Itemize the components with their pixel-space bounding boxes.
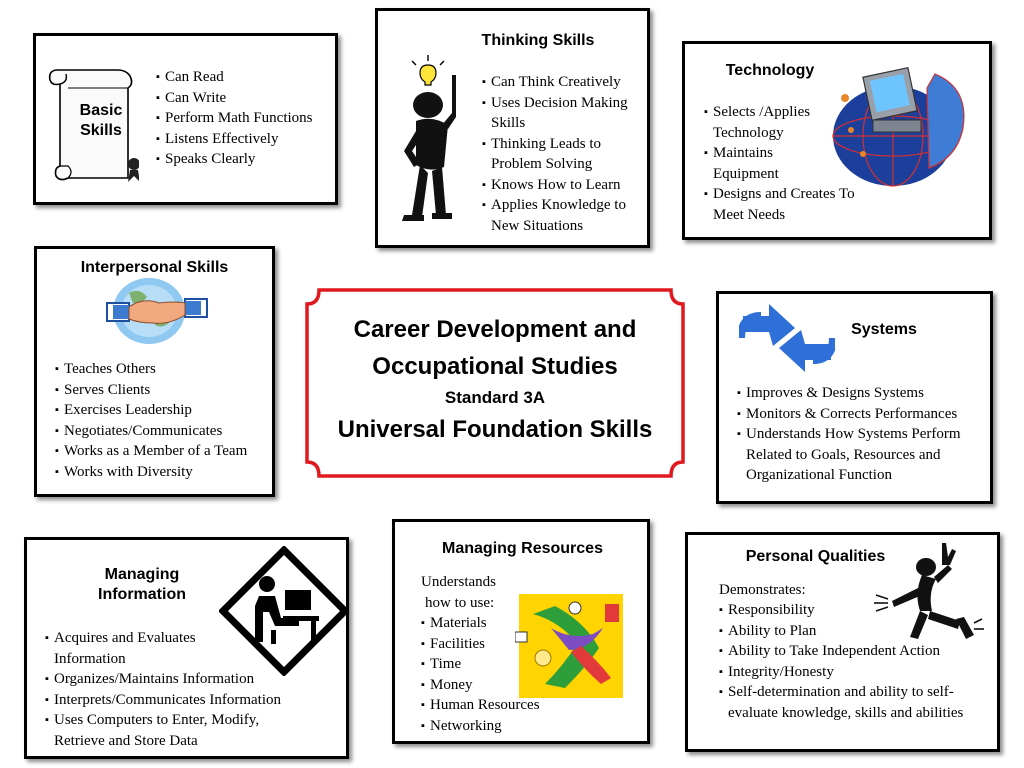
list-item: ▪ Listens Effectively [156, 129, 338, 150]
list-item: ▪ Uses Computers to Enter, Modify, Retrieve and Store Data [45, 710, 309, 751]
list-item: ▪ Negotiates/Communicates [55, 421, 277, 442]
list-item: ▪ Can Think Creatively [482, 72, 647, 93]
systems-title: Systems [851, 321, 917, 338]
thinking-figure-icon [398, 55, 473, 225]
managing-resources-box [392, 519, 650, 744]
list-item: ▪ Monitors & Corrects Performances [737, 404, 991, 425]
technology-list [704, 102, 864, 225]
list-item: ▪ Applies Knowledge to New Situations [482, 195, 647, 236]
personal-qualities-list [719, 600, 979, 723]
thinking-skills-title: Thinking Skills [481, 32, 595, 49]
interlocking-arrows-icon [739, 302, 835, 374]
list-item: ▪ Serves Clients [55, 380, 277, 401]
basic-skills-box [33, 33, 338, 205]
basic-skills-list [156, 67, 338, 170]
thinking-skills-list [482, 72, 647, 236]
managing-resources-title: Managing Resources [442, 540, 603, 557]
list-item: ▪ Self-determination and ability to self-evaluate knowledge, skills and abilities [719, 682, 976, 723]
center-title-line-4: Universal Foundation Skills [337, 416, 653, 443]
list-item: ▪ Acquires and Evaluates Information [45, 628, 239, 669]
interpersonal-skills-title: Interpersonal Skills [80, 259, 229, 276]
list-item: ▪ Ability to Take Independent Action [719, 641, 979, 662]
personal-qualities-title: Personal Qualities [745, 548, 886, 565]
list-item: ▪ Improves & Designs Systems [737, 383, 991, 404]
handshake-globe-icon [103, 275, 213, 347]
center-title-banner [305, 288, 685, 478]
managing-information-list [45, 628, 345, 751]
list-item: ▪ Materials [421, 613, 621, 634]
technology-title: Technology [725, 62, 815, 79]
list-item: ▪ Money [421, 675, 621, 696]
list-item: ▪ Speaks Clearly [156, 149, 338, 170]
managing-resources-list [421, 613, 621, 736]
list-item: ▪ Knows How to Learn [482, 175, 647, 196]
systems-list [737, 383, 991, 486]
list-item: ▪ Responsibility [719, 600, 979, 621]
basic-skills-title: Basic Skills [79, 102, 123, 139]
managing-information-title: Managing Information [98, 566, 186, 603]
list-item: ▪ Exercises Leadership [55, 400, 277, 421]
center-subtitle: Standard 3A [444, 388, 546, 407]
list-item: ▪ Works with Diversity [55, 462, 277, 483]
interpersonal-skills-box [34, 246, 275, 497]
center-title-line-1: Career Development and [353, 316, 637, 343]
list-item: ▪ Organizes/Maintains Information [45, 669, 345, 690]
list-item: ▪ Teaches Others [55, 359, 277, 380]
list-item: ▪ Uses Decision Making Skills [482, 93, 647, 134]
personal-qualities-box [685, 532, 1000, 752]
list-item: ▪ Selects /Applies Technology [704, 102, 864, 143]
technology-box [682, 41, 992, 240]
list-item: ▪ Interprets/Communicates Information [45, 690, 345, 711]
list-item: ▪ Facilities [421, 634, 621, 655]
list-item: ▪ Designs and Creates To Meet Needs [704, 184, 864, 225]
list-item: ▪ Perform Math Functions [156, 108, 338, 129]
personal-qualities-intro: Demonstrates: [719, 582, 806, 598]
systems-box [716, 291, 993, 504]
center-title-line-2: Occupational Studies [372, 353, 618, 380]
list-item: ▪ Thinking Leads to Problem Solving [482, 134, 647, 175]
list-item: ▪ Understands How Systems Perform Related to Goals, Resources and Organizational Function [737, 424, 991, 486]
list-item: ▪ Networking [421, 716, 621, 737]
list-item: ▪ Human Resources [421, 695, 621, 716]
interpersonal-skills-list [55, 359, 277, 482]
list-item: ▪ Can Write [156, 88, 338, 109]
list-item: ▪ Maintains Equipment [704, 143, 793, 184]
list-item: ▪ Can Read [156, 67, 338, 88]
managing-resources-intro: Understands how to use: [421, 574, 496, 611]
list-item: ▪ Ability to Plan [719, 621, 979, 642]
thinking-skills-box [375, 8, 650, 248]
managing-information-box [24, 537, 349, 759]
list-item: ▪ Integrity/Honesty [719, 662, 979, 683]
list-item: ▪ Time [421, 654, 621, 675]
list-item: ▪ Works as a Member of a Team [55, 441, 277, 462]
